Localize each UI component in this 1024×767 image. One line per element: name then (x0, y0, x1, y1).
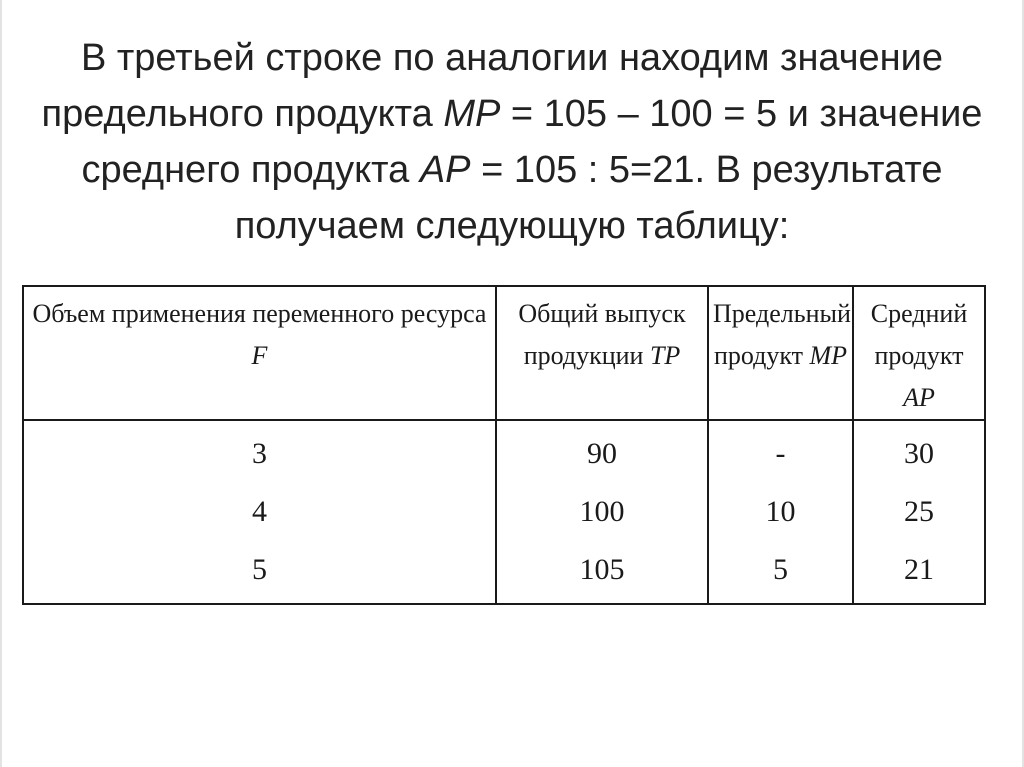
heading-mp-symbol: MP (443, 93, 501, 135)
production-table (22, 285, 986, 605)
slide-heading (30, 30, 994, 254)
table-body-row (23, 420, 985, 604)
resource-value: 3 (252, 437, 267, 470)
marginal-product-value: 5 (773, 553, 788, 586)
total-product-value: 100 (579, 495, 625, 528)
average-product-value: 30 (904, 437, 934, 470)
resource-values-cell (23, 420, 496, 604)
average-product-values-cell (853, 420, 985, 604)
heading-text-2: = 105 – 100 = 5 и значение среднего продукта (81, 93, 983, 191)
marginal-product-values-cell (708, 420, 853, 604)
heading-text-1: В третьей строке по аналогии находим значение предельного продукта (41, 37, 944, 135)
marginal-product-value: - (775, 437, 786, 470)
resource-value: 5 (252, 553, 267, 586)
total-product-value: 90 (587, 437, 617, 470)
slide-left-edge (0, 0, 2, 767)
heading-ap-symbol: AP (419, 149, 471, 191)
total-product-value: 105 (579, 553, 625, 586)
heading-text-3: = 105 : 5=21. В результате получаем следующую таблицу: (234, 149, 943, 247)
total-product-values-cell (496, 420, 708, 604)
header-marginal-product: Предельный продукт MP (708, 286, 853, 420)
header-average-product: Средний продукт AP (853, 286, 985, 420)
marginal-product-value: 10 (765, 495, 796, 528)
header-resource-volume: Объем применения переменного ресурса F (23, 286, 496, 420)
average-product-value: 21 (904, 553, 934, 586)
table-header-row (23, 286, 985, 420)
header-total-product: Общий выпуск продукции TP (496, 286, 708, 420)
average-product-value: 25 (904, 495, 934, 528)
resource-value: 4 (252, 495, 267, 528)
